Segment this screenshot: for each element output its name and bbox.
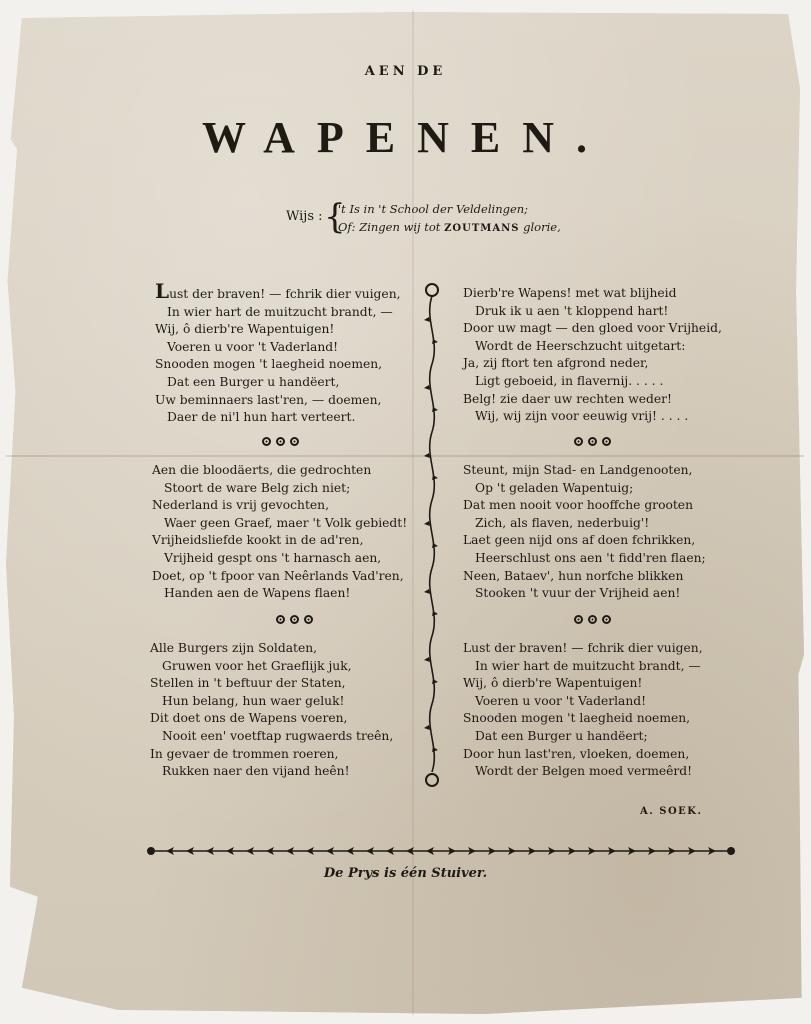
verse-line: Lust der braven! — fchrik dier vuigen, <box>155 279 401 303</box>
ornament-dot-icon <box>588 615 597 624</box>
verse-line: Belg! zie daer uw rechten weder! <box>463 391 672 406</box>
verse-line: Ligt geboeid, in flavernij. . . . . <box>475 373 664 388</box>
tune-line-2 <box>338 220 561 234</box>
verse-line: In gevaer de trommen roeren, <box>150 746 339 761</box>
brace-icon: { <box>324 197 346 237</box>
verse-line: Op 't geladen Wapentuig; <box>475 480 634 495</box>
verse-line: Stellen in 't beftuur der Staten, <box>150 676 346 691</box>
verse-line: Dat een Burger u handëert; <box>475 728 648 743</box>
verse-line: Doet, op 't fpoor van Neêrlands Vad'ren, <box>152 568 404 583</box>
verse-line: Dat men nooit voor hooffche grooten <box>463 498 694 513</box>
verse-line: Druk ik u aen 't kloppend hart! <box>475 303 669 318</box>
right-stanza-2 <box>463 462 706 603</box>
verse-line: Daer de ni'l hun hart verteert. <box>167 410 356 425</box>
verse-line: Stooken 't vuur der Vrijheid aen! <box>475 586 681 601</box>
verse-line: Stoort de ware Belg zich niet; <box>164 480 351 495</box>
ornament-dot-icon <box>602 437 611 446</box>
ornament-dot-icon <box>276 615 285 624</box>
verse-line: Zich, als flaven, nederbuig'! <box>475 515 650 530</box>
verse-line: Dierb're Wapens! met wat blijheid <box>463 286 677 300</box>
stanza-separator <box>574 436 616 449</box>
verse-line: Alle Burgers zijn Soldaten, <box>150 641 318 655</box>
verse-line: Hun belang, hun waer geluk! <box>162 693 345 708</box>
verse-line: Lust der braven! — fchrik dier vuigen, <box>463 641 703 655</box>
author-signature: A. SOEK. <box>640 806 703 817</box>
verse-line: Dat een Burger u handëert, <box>167 374 340 389</box>
ornament-dot-icon <box>262 437 271 446</box>
verse-line: Laet geen nijd ons af doen fchrikken, <box>463 533 696 548</box>
verse-line: Ja, zij ftort ten afgrond neder, <box>463 356 649 371</box>
verse-line: Door hun last'ren, vloeken, doemen, <box>463 746 690 761</box>
verse-line: Handen aen de Wapens flaen! <box>164 586 351 601</box>
tune-line-2-suffix: glorie, <box>523 220 561 234</box>
tune-label: Wijs : <box>286 209 323 224</box>
ornament-dot-icon <box>290 437 299 446</box>
verse-line: Voeren u voor 't Vaderland! <box>475 693 647 708</box>
verse-line: Vrijheid gespt ons 't harnasch aen, <box>164 550 382 565</box>
verse-line: Wij, ô dierb're Wapentuigen! <box>155 322 335 337</box>
ornament-dot-icon <box>276 437 285 446</box>
verse-line: Gruwen voor het Graeflijk juk, <box>162 658 352 673</box>
ornament-dot-icon <box>588 437 597 446</box>
verse-line: Rukken naer den vijand heên! <box>162 764 350 779</box>
left-stanza-1 <box>155 279 401 427</box>
ornament-dot-icon <box>602 615 611 624</box>
verse-line: In wier hart de muitzucht brandt, — <box>167 304 393 319</box>
stanza-separator <box>262 436 304 449</box>
verse-line: Wordt de Heerschzucht uitgetart: <box>475 338 686 353</box>
verse-line: Dit doet ons de Wapens voeren, <box>150 711 348 726</box>
page-title: WAPENEN. <box>201 113 610 162</box>
drop-cap: L <box>155 279 170 303</box>
verse-line: Nooit een' voetftap rugwaerds treên, <box>162 728 394 743</box>
verse-line: Voeren u voor 't Vaderland! <box>167 339 339 354</box>
price-line: De Prys is één Stuiver. <box>323 866 488 881</box>
verse-line: Uw beminnaers last'ren, — doemen, <box>155 392 382 407</box>
ornament-dot-icon <box>574 437 583 446</box>
left-stanza-2 <box>152 462 407 603</box>
vine-ornament-icon <box>420 280 444 792</box>
verse-line: Waer geen Graef, maer 't Volk gebiedt! <box>164 515 408 530</box>
verse-line: Vrijheidsliefde kookt in de ad'ren, <box>152 533 364 548</box>
tune-line-2-caps: ZOUTMANS <box>444 223 520 234</box>
verse-line: Nederland is vrij gevochten, <box>152 498 330 513</box>
stanza-separator <box>574 614 616 627</box>
pre-title: AEN DE <box>364 64 447 79</box>
stanza-separator <box>276 614 318 627</box>
verse-line: Wij, wij zijn voor eeuwig vrij! . . . . <box>475 409 689 424</box>
verse-line: Wij, ô dierb're Wapentuigen! <box>463 676 643 691</box>
verse-line: Snooden mogen 't laegheid noemen, <box>155 357 383 372</box>
verse-line: Aen die bloodäerts, die gedrochten <box>152 463 372 477</box>
verse-line: Door uw magt — den gloed voor Vrijheid, <box>463 321 722 336</box>
right-stanza-1 <box>463 285 722 426</box>
verse-line: Neen, Bataev', hun norfche blikken <box>463 568 684 583</box>
left-stanza-3 <box>150 640 393 781</box>
decorative-rule-icon <box>146 844 736 858</box>
verse-line: Snooden mogen 't laegheid noemen, <box>463 711 691 726</box>
tune-line-2-prefix: Of: Zingen wij tot <box>338 220 441 234</box>
tune-line-1: 't Is in 't School der Veldelingen; <box>338 202 529 216</box>
verse-line: Heerschlust ons aen 't fidd'ren flaen; <box>475 550 706 565</box>
verse-line: In wier hart de muitzucht brandt, — <box>475 658 701 673</box>
ornament-dot-icon <box>304 615 313 624</box>
tune-indication <box>286 198 606 240</box>
ornament-dot-icon <box>574 615 583 624</box>
verse-line: Wordt der Belgen moed vermeêrd! <box>475 764 693 779</box>
right-stanza-3 <box>463 640 703 781</box>
verse-line: Steunt, mijn Stad- en Landgenooten, <box>463 463 693 477</box>
ornament-dot-icon <box>290 615 299 624</box>
